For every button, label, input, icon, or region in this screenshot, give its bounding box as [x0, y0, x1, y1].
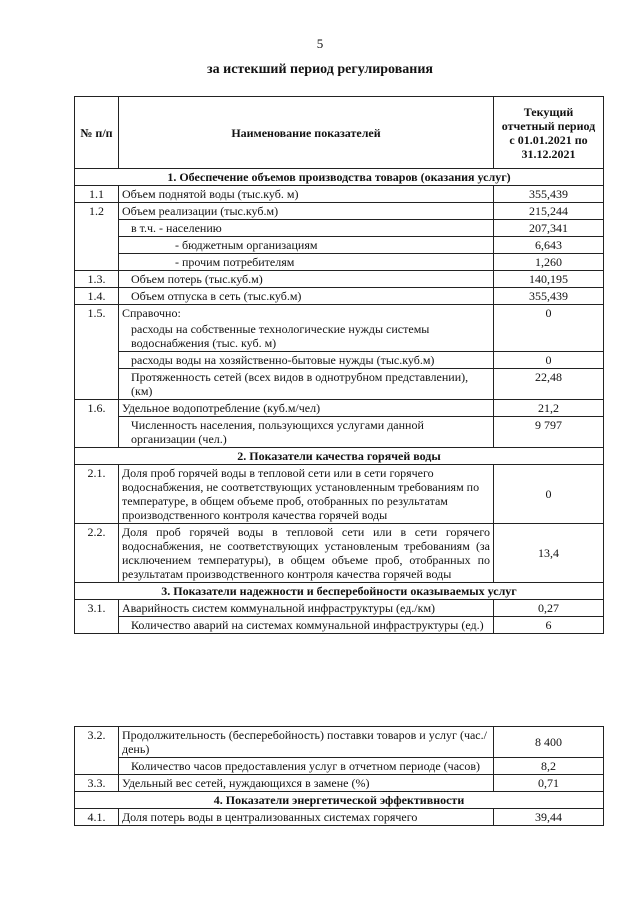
row-value: 0 [494, 305, 604, 352]
row-value: 13,4 [494, 524, 604, 583]
row-value: 6,643 [494, 237, 604, 254]
page-number: 5 [316, 36, 324, 51]
row-num [75, 220, 119, 237]
row-name: - бюджетным организациям [119, 237, 494, 254]
row-name: Доля проб горячей воды в тепловой сети или в сети горячего водоснабжения, не соответствующих установленым требованиям (за исключением температуры), в общем объеме проб, отобранных по результатам производственного контроля качества горячей воды [119, 524, 494, 583]
row-value: 355,439 [494, 288, 604, 305]
row-name: расходы воды на хозяйственно-бытовые нужды (тыс.куб.м) [119, 352, 494, 369]
indicators-table-continued [74, 726, 604, 826]
row-value: 215,244 [494, 203, 604, 220]
row-value: 0 [494, 465, 604, 524]
table-row [75, 369, 604, 400]
row-value: 355,439 [494, 186, 604, 203]
row-value: 39,44 [494, 809, 604, 826]
row-num: 1.4. [75, 288, 119, 305]
row-num: 3.1. [75, 600, 119, 634]
row-value: 9 797 [494, 417, 604, 448]
row-name: - прочим потребителям [119, 254, 494, 271]
table-row [75, 617, 604, 634]
table-row [75, 352, 604, 369]
row-num: 3.2. [75, 727, 119, 775]
section-title: 2. Показатели качества горячей воды [75, 448, 604, 465]
section-row [75, 583, 604, 600]
row-name: Справочно: [119, 305, 494, 322]
row-value: 1,260 [494, 254, 604, 271]
header-value-line: отчетный период [501, 118, 596, 133]
table-row [75, 288, 604, 305]
table-row [75, 809, 604, 826]
table-row [75, 758, 604, 775]
header-name: Наименование показателей [119, 97, 494, 169]
row-name: Численность населения, пользующихся услугами данной организации (чел.) [119, 417, 494, 448]
row-num: 1.5. [75, 305, 119, 400]
row-name: в т.ч. - населению [119, 220, 494, 237]
row-name: расходы на собственные технологические нужды системы водоснабжения (тыс. куб. м) [119, 321, 494, 352]
row-num: 1.3. [75, 271, 119, 288]
row-value: 0,71 [494, 775, 604, 792]
row-name: Объем реализации (тыс.куб.м) [119, 203, 494, 220]
row-value: 6 [494, 617, 604, 634]
indicators-table [74, 96, 604, 634]
row-name: Объем потерь (тыс.куб.м) [119, 271, 494, 288]
row-name: Количество часов предоставления услуг в отчетном периоде (часов) [119, 758, 494, 775]
row-value: 22,48 [494, 369, 604, 400]
row-name: Аварийность систем коммунальной инфраструктуры (ед./км) [119, 600, 494, 617]
row-num [75, 237, 119, 254]
row-name: Удельный вес сетей, нуждающихся в замене (%) [119, 775, 494, 792]
row-num: 2.1. [75, 465, 119, 524]
table-row [75, 417, 604, 448]
row-num: 1.2 [75, 203, 119, 220]
row-value: 207,341 [494, 220, 604, 237]
row-num: 1.6. [75, 400, 119, 448]
row-name: Протяженность сетей (всех видов в однотрубном представлении), (км) [119, 369, 494, 400]
table-row [75, 203, 604, 220]
section-row [75, 169, 604, 186]
row-value: 21,2 [494, 400, 604, 417]
table-row [75, 775, 604, 792]
row-name: Продолжительность (бесперебойность) поставки товаров и услуг (час./день) [119, 727, 494, 758]
header-value [494, 97, 604, 169]
table-row [75, 237, 604, 254]
row-value: 0,27 [494, 600, 604, 617]
row-num [75, 254, 119, 271]
table-row [75, 524, 604, 583]
page-heading: за истекший период регулирования [207, 62, 433, 77]
header-value-line: с 01.01.2021 по [509, 132, 588, 147]
section-title: 4. Показатели энергетической эффективности [75, 792, 604, 809]
row-name: Объем поднятой воды (тыс.куб. м) [119, 186, 494, 203]
row-num: 3.3. [75, 775, 119, 792]
table-row [75, 186, 604, 203]
table-row [75, 600, 604, 617]
section-title: 1. Обеспечение объемов производства товаров (оказания услуг) [75, 169, 604, 186]
section-title: 3. Показатели надежности и бесперебойности оказываемых услуг [75, 583, 604, 600]
table-row [75, 220, 604, 237]
row-value: 8,2 [494, 758, 604, 775]
row-name: Доля проб горячей воды в тепловой сети или в сети горячего водоснабжения, не соответствующих установленным требованиям по температуре, в общем объеме проб, отобранных по результатам производственного контроля качества горячей воды [119, 465, 494, 524]
table-row [75, 271, 604, 288]
header-num: № п/п [75, 97, 119, 169]
table-row [75, 254, 604, 271]
section-row [75, 792, 604, 809]
row-name: Удельное водопотребление (куб.м/чел) [119, 400, 494, 417]
row-name: Доля потерь воды в централизованных системах горячего [119, 809, 494, 826]
row-value: 140,195 [494, 271, 604, 288]
row-num: 1.1 [75, 186, 119, 203]
header-value-line: Текущий [523, 104, 574, 119]
table-row [75, 305, 604, 322]
row-name: Количество аварий на системах коммунальной инфраструктуры (ед.) [119, 617, 494, 634]
row-value: 8 400 [494, 727, 604, 758]
header-row [75, 97, 604, 169]
row-value: 0 [494, 352, 604, 369]
table-row [75, 727, 604, 758]
header-value-line: 31.12.2021 [521, 146, 576, 161]
table-row [75, 465, 604, 524]
row-name: Объем отпуска в сеть (тыс.куб.м) [119, 288, 494, 305]
section-row [75, 448, 604, 465]
row-num: 2.2. [75, 524, 119, 583]
row-num: 4.1. [75, 809, 119, 826]
table-row [75, 400, 604, 417]
